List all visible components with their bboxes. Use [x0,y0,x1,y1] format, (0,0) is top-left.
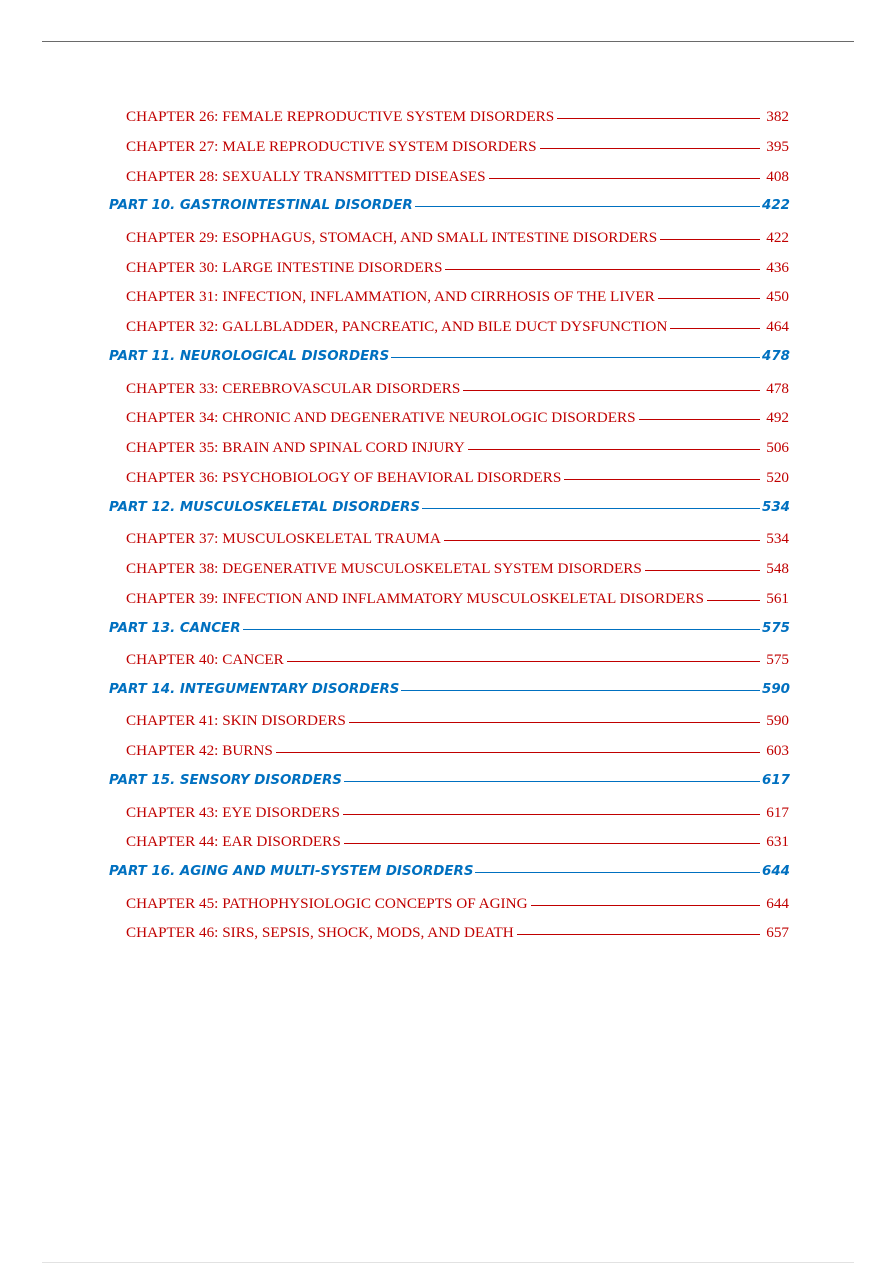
part-title: PART 12. MUSCULOSKELETAL DISORDERS [109,499,420,515]
leader-line [444,540,760,541]
leader-line [557,118,760,119]
toc-part-entry[interactable] [0,193,790,225]
chapter-title: CHAPTER 42: BURNS [126,742,273,760]
leader-line [422,508,760,509]
part-title: PART 11. NEUROLOGICAL DISORDERS [109,349,390,365]
header-divider [42,41,854,42]
leader-line [415,206,760,207]
toc-chapter-entry[interactable] [0,920,789,950]
toc-chapter-entry[interactable] [0,376,789,406]
leader-line [645,570,760,571]
leader-line [540,148,760,149]
chapter-title: CHAPTER 37: MUSCULOSKELETAL TRAUMA [126,530,441,548]
chapter-title: CHAPTER 27: MALE REPRODUCTIVE SYSTEM DISORDERS [126,137,537,155]
page-number: 395 [766,137,789,155]
chapter-title: CHAPTER 36: PSYCHOBIOLOGY OF BEHAVIORAL DISORDERS [126,468,562,486]
leader-line [564,479,760,480]
chapter-title: CHAPTER 32: GALLBLADDER, PANCREATIC, AND BILE DUCT DYSFUNCTION [126,318,668,336]
page-number: 575 [762,620,790,636]
leader-line [445,269,760,270]
toc-part-entry[interactable] [0,344,790,376]
page-number: 575 [766,651,789,669]
leader-line [660,239,760,240]
chapter-title: CHAPTER 33: CEREBROVASCULAR DISORDERS [126,379,461,397]
leader-line [287,661,760,662]
part-title: PART 13. CANCER [109,620,241,636]
leader-line [707,600,760,601]
leader-line [391,357,760,358]
chapter-title: CHAPTER 45: PATHOPHYSIOLOGIC CONCEPTS OF AGING [126,894,528,912]
leader-line [344,843,760,844]
toc-chapter-entry[interactable] [0,738,789,768]
page-number: 644 [762,864,790,880]
toc-chapter-entry[interactable] [0,284,789,314]
chapter-title: CHAPTER 38: DEGENERATIVE MUSCULOSKELETAL SYSTEM DISORDERS [126,560,642,578]
chapter-title: CHAPTER 39: INFECTION AND INFLAMMATORY MUSCULOSKELETAL DISORDERS [126,589,704,607]
chapter-title: CHAPTER 40: CANCER [126,651,284,669]
page-number: 617 [766,803,789,821]
toc-chapter-entry[interactable] [0,164,789,194]
page-number: 450 [766,288,789,306]
page-number: 561 [766,589,789,607]
toc-chapter-entry[interactable] [0,526,789,556]
page-number: 492 [766,409,789,427]
toc-chapter-entry[interactable] [0,225,789,255]
leader-line [344,781,760,782]
toc-chapter-entry[interactable] [0,465,789,495]
toc-part-entry[interactable] [0,616,790,648]
toc-chapter-entry[interactable] [0,800,789,830]
chapter-title: CHAPTER 26: FEMALE REPRODUCTIVE SYSTEM DISORDERS [126,108,555,125]
chapter-title: CHAPTER 29: ESOPHAGUS, STOMACH, AND SMALL INTESTINE DISORDERS [126,228,658,246]
table-of-contents [0,104,896,950]
page-number: 382 [766,108,789,125]
toc-chapter-entry[interactable] [0,586,789,616]
page-number: 631 [766,833,789,851]
toc-chapter-entry[interactable] [0,829,789,859]
toc-chapter-entry[interactable] [0,556,789,586]
leader-line [243,629,760,630]
page-number: 422 [762,198,790,214]
part-title: PART 15. SENSORY DISORDERS [109,773,342,789]
page-number: 590 [762,681,790,697]
chapter-title: CHAPTER 46: SIRS, SEPSIS, SHOCK, MODS, AND DEATH [126,924,514,942]
leader-line [489,178,760,179]
page-number: 603 [766,742,789,760]
page-number: 478 [762,349,790,365]
chapter-title: CHAPTER 41: SKIN DISORDERS [126,712,346,730]
toc-chapter-entry[interactable] [0,134,789,164]
toc-chapter-entry[interactable] [0,255,789,285]
leader-line [468,449,760,450]
page-number: 478 [766,379,789,397]
part-title: PART 14. INTEGUMENTARY DISORDERS [109,681,400,697]
page-number: 657 [766,924,789,942]
toc-part-entry[interactable] [0,768,790,800]
page-number: 520 [766,468,789,486]
leader-line [276,752,760,753]
page-number: 464 [766,318,789,336]
page-number: 408 [766,167,789,185]
leader-line [349,722,760,723]
toc-chapter-entry[interactable] [0,708,789,738]
footer-divider [42,1262,854,1263]
toc-chapter-entry[interactable] [0,104,789,134]
toc-chapter-entry[interactable] [0,647,789,677]
toc-chapter-entry[interactable] [0,435,789,465]
toc-part-entry[interactable] [0,677,790,709]
chapter-title: CHAPTER 44: EAR DISORDERS [126,833,341,851]
leader-line [531,905,760,906]
page-number: 644 [766,894,789,912]
page-number: 590 [766,712,789,730]
toc-part-entry[interactable] [0,859,790,891]
page-number: 534 [762,499,790,515]
chapter-title: CHAPTER 35: BRAIN AND SPINAL CORD INJURY [126,439,465,457]
page-number: 436 [766,258,789,276]
page-number: 506 [766,439,789,457]
toc-chapter-entry[interactable] [0,891,789,921]
toc-chapter-entry[interactable] [0,314,789,344]
leader-line [475,872,760,873]
leader-line [670,328,760,329]
chapter-title: CHAPTER 31: INFECTION, INFLAMMATION, AND CIRRHOSIS OF THE LIVER [126,288,655,306]
page-number: 534 [766,530,789,548]
leader-line [517,934,760,935]
leader-line [639,419,760,420]
page-number: 617 [762,773,790,789]
chapter-title: CHAPTER 43: EYE DISORDERS [126,803,340,821]
toc-part-entry[interactable] [0,495,790,527]
part-title: PART 16. AGING AND MULTI-SYSTEM DISORDERS [109,864,474,880]
leader-line [463,390,760,391]
chapter-title: CHAPTER 34: CHRONIC AND DEGENERATIVE NEUROLOGIC DISORDERS [126,409,636,427]
page-number: 548 [766,560,789,578]
chapter-title: CHAPTER 30: LARGE INTESTINE DISORDERS [126,258,443,276]
leader-line [401,690,760,691]
part-title: PART 10. GASTROINTESTINAL DISORDER [109,198,413,214]
leader-line [343,814,760,815]
page-number: 422 [766,228,789,246]
toc-chapter-entry[interactable] [0,405,789,435]
chapter-title: CHAPTER 28: SEXUALLY TRANSMITTED DISEASES [126,167,486,185]
leader-line [658,298,760,299]
